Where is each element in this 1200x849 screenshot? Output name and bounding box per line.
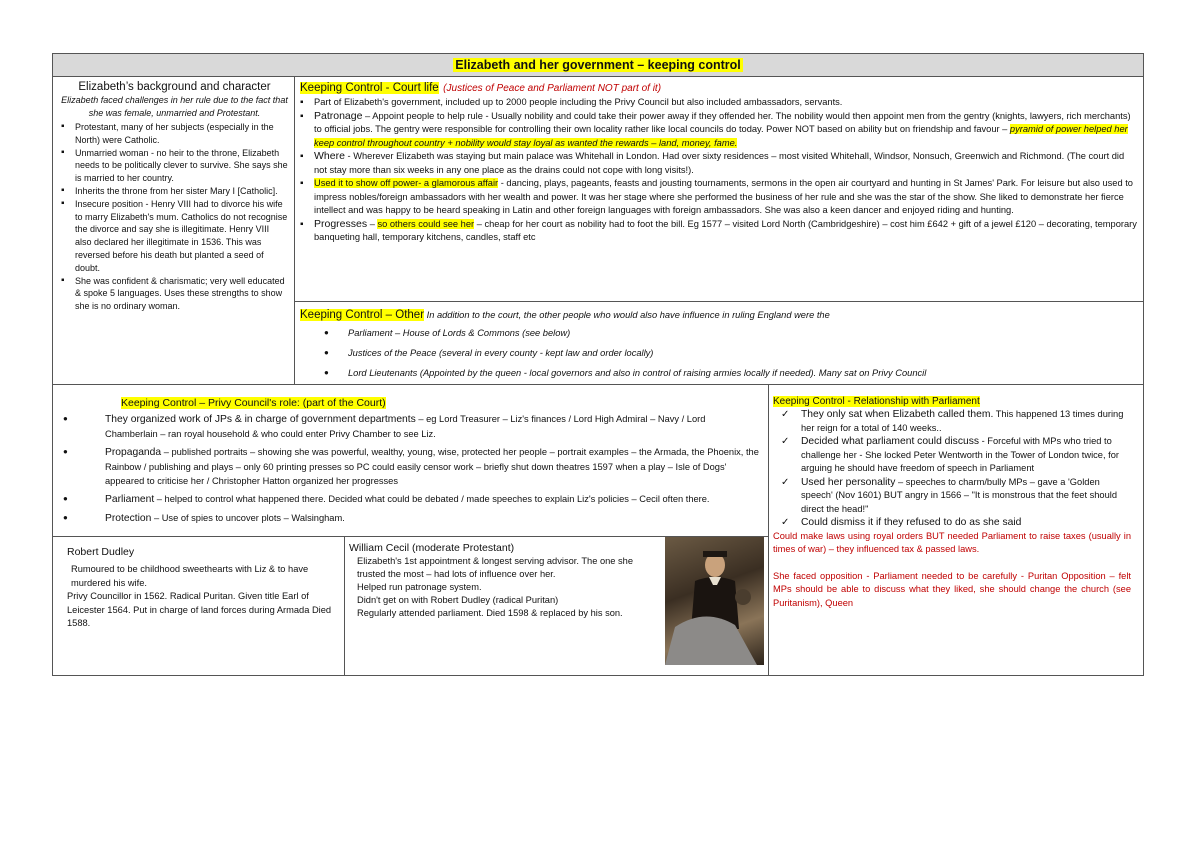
privy-item-label: Propaganda [105, 447, 162, 458]
parliament-item-label: Used her personality [801, 476, 896, 488]
list-item [61, 511, 760, 526]
list-item: ▪ Progresses – so others could see her – cheap for her court as nobility had to foot the bill. Eg 1577 – visited Lord North (Cambridgeshire) – cost him £642 + gift of a jewel £120 – decorating, temporary banqueting hall, temporary kitchens, candles, staff etc [300, 218, 1139, 245]
parliament-list [773, 408, 1131, 530]
used-text: - dancing, plays, pageants, feasts and jousting tournaments, sermons in the open air courtyard and hunting in St James' Park. For leisure but also used to impress nobles/foreign ambassadors with her wealth and power. It was her stage where she performed the business of her rule and she was the star of the show. She liked to demonstrate her fierce intellect and was happy to be heard speaking in Latin and other foreign languages with foreign ambassadors. She was also a keen dancer and enjoyed riding and hunting. [314, 178, 1133, 215]
progress-highlight: so others could see her [377, 218, 475, 229]
cecil-line: Helped run patronage system. [357, 582, 482, 592]
list-item [779, 516, 1131, 530]
dudley-text-1: Rumoured to be childhood sweethearts with Liz & to have murdered his wife. [71, 564, 309, 588]
cecil-line: Elizabeth's 1st appointment & longest serving advisor. The one she trusted the most – had lots of influence over her. [357, 556, 634, 579]
court-life-section [295, 76, 1143, 302]
list-item: ▪ Insecure position - Henry VIII had to divorce his wife to marry Elizabeth's mum. Catholics do not recognise the divorce and say she is illegitimate. Henry VIII also declared her illegitimate in 1536. This was reversed before his death but planted a seed of doubt. [61, 198, 288, 275]
court-list [300, 96, 1139, 245]
court-heading: Keeping Control - Court life [300, 82, 439, 94]
portrait-icon [665, 537, 764, 665]
other-heading: Keeping Control – Other [300, 309, 425, 321]
background-intro: Elizabeth faced challenges in her rule due to the fact that she was female, unmarried and Protestant. [61, 95, 288, 118]
dudley-heading: Robert Dudley [67, 546, 135, 558]
list-item: ▪ She was confident & charismatic; very well educated & spoke 5 languages. Uses these strengths to show she is no ordinary woman. [61, 275, 288, 313]
dudley-text-2: Privy Councillor in 1562. Radical Puritan. Given title Earl of Leicester 1564. Put in charge of land forces during Armada Died 1588. [67, 591, 332, 628]
privy-item-text: – eg Lord Treasurer – Liz's finances / Lord High Admiral – Navy / Lord Chamberlain – ran royal household & who could enter Privy Chamber to see Liz. [105, 414, 706, 439]
background-heading: Elizabeth’s background and character [78, 81, 271, 93]
list-item [300, 110, 1139, 151]
list-item [779, 435, 1131, 476]
list-item [61, 412, 760, 441]
list-item [300, 96, 1139, 110]
other-intro: In addition to the court, the other people who would also have influence in ruling England were the [424, 310, 830, 320]
patronage-text: – Appoint people to help rule - Usually nobility and could take their power away if they offended her. The nobility would then appoint men from the gentry (knights, lawyers, rich merchants) to official jobs. The gentry were responsible for controlling their own locality rather like local councils do today. Power NOT based on ability but on friendship and favour – [314, 110, 1131, 134]
list-item [61, 492, 760, 507]
privy-item-label: They organized work of JPs & in charge of government departments [105, 414, 416, 425]
parliament-item-label: They only sat when Elizabeth called them. [801, 409, 994, 420]
patronage-highlight: pyramid of power helped her keep control throughout country + nobility would stay loyal as wanted the rewards – land, money, fame. [314, 124, 1128, 148]
parliament-item-text: - Forceful with MPs who tried to challenge her - She locked Peter Wentworth in the Tower of London twice, for arguing he should have freedom of speech in Parliament [801, 436, 1119, 473]
list-item: ● Justices of the Peace (several in every county - kept law and order locally) [322, 343, 1139, 363]
parliament-item-label: Decided what parliament could discuss [801, 436, 979, 447]
privy-list [61, 412, 760, 526]
other-section [295, 302, 1143, 385]
cecil-heading: William Cecil (moderate Protestant) [349, 542, 515, 554]
where-text: - Wherever Elizabeth was staying but main palace was Whitehall in London. Had over sixty residences – most visited Whitehall, Windsor, Nonsuch, Greenwich and Richmond. (The court did not stay more than six weeks in any one place as the drains could not cope with long visits!). [314, 151, 1125, 175]
list-item [779, 408, 1131, 435]
patronage-label: Patronage [314, 109, 363, 122]
parliament-section [769, 385, 1143, 675]
page-title: Elizabeth and her government – keeping control [455, 58, 741, 72]
parliament-red-note-2: She faced opposition - Parliament needed to be carefully - Puritan Opposition – felt MPs should be able to discuss what they liked, she should change the church (see Puritanism), Queen [773, 570, 1131, 608]
list-item: ● Parliament – House of Lords & Commons (see below) [322, 323, 1139, 343]
parliament-item-text: – speeches to charm/bully MPs – gave a 'Golden speech' (Nov 1601) BUT angry in 1566 – "It is monstrous that the feet should direct the head!" [801, 476, 1118, 514]
parliament-item-text: This happened 13 times during her reign for a total of 140 weeks.. [801, 409, 1124, 433]
dudley-section [53, 537, 345, 675]
list-item: ▪ Inherits the throne from her sister Mary I [Catholic]. [61, 185, 288, 198]
list-item [300, 177, 1139, 218]
list-item: ▪ Unmarried woman - no heir to the throne, Elizabeth needs to be politically clever to survive. She says she is married to her country. [61, 147, 288, 185]
privy-council-section [53, 385, 769, 537]
used-highlight: Used it to show off power- a glamorous affair [314, 178, 499, 188]
cecil-section [345, 537, 665, 675]
court-item-text: Part of Elizabeth's government, included up to 2000 people including the Privy Council but also included ambassadors, servants. [314, 97, 843, 107]
list-item: ● Lord Lieutenants (Appointed by the queen - local governors and also in control of raising armies locally if needed). Many sat on Privy Council [322, 363, 1139, 383]
title-bar [53, 54, 1143, 77]
divider [768, 537, 769, 675]
list-item [300, 150, 1139, 177]
court-heading-note: (Justices of Peace and Parliament NOT part of it) [443, 83, 662, 94]
cecil-portrait-image [665, 537, 764, 665]
page-frame [52, 53, 1144, 676]
list-item: ▪ Protestant, many of her subjects (especially in the North) were Catholic. [61, 121, 288, 147]
privy-item-label: Protection [105, 513, 152, 524]
privy-item-text: – helped to control what happened there. Decided what could be debated / made speeches to explain Liz's policies – Cecil often there. [154, 494, 710, 504]
cecil-line: Regularly attended parliament. Died 1598 & replaced by his son. [357, 608, 623, 618]
list-item [779, 476, 1131, 517]
privy-item-label: Parliament [105, 494, 155, 505]
background-list [61, 121, 288, 313]
cecil-line: Didn't get on with Robert Dudley (radical Puritan) [357, 595, 559, 605]
progress-text: – cheap for her court as nobility had to foot the bill. Eg 1577 – visited Lord North (Cambridgeshire) – cost him £642 + gift of a jewel £120 – decorating, temporary banqueting hall, temporary kitchens, candles, staff etc [314, 218, 1137, 242]
list-item [61, 445, 760, 488]
where-label: Where [314, 150, 345, 162]
progress-label: Progresses [314, 217, 368, 230]
privy-item-text: – published portraits – showing she was powerful, wealthy, young, wise, protected her people – portrait examples – the Armada, the Phoenix, the Rainbow / publishing and plays – only 60 printing presses so PC could easily censor work – briefly shut down theatres 1597 when a play – Isle of Dogs' appeared to criticise her / Christopher Hatton organized her progresses [105, 447, 759, 486]
background-section [53, 76, 295, 385]
other-list [300, 323, 1139, 383]
parliament-red-note-1: Could make laws using royal orders BUT needed Parliament to raise taxes (usually in times of war) – they influenced tax & passed laws. [773, 530, 1131, 554]
privy-item-text: – Use of spies to uncover plots – Walsingham. [151, 513, 345, 523]
parliament-item-label: Could dismiss it if they refused to do as she said [801, 517, 1022, 528]
privy-heading: Keeping Control – Privy Council's role: (part of the Court) [121, 397, 386, 409]
parliament-heading: Keeping Control - Relationship with Parliament [773, 396, 980, 407]
